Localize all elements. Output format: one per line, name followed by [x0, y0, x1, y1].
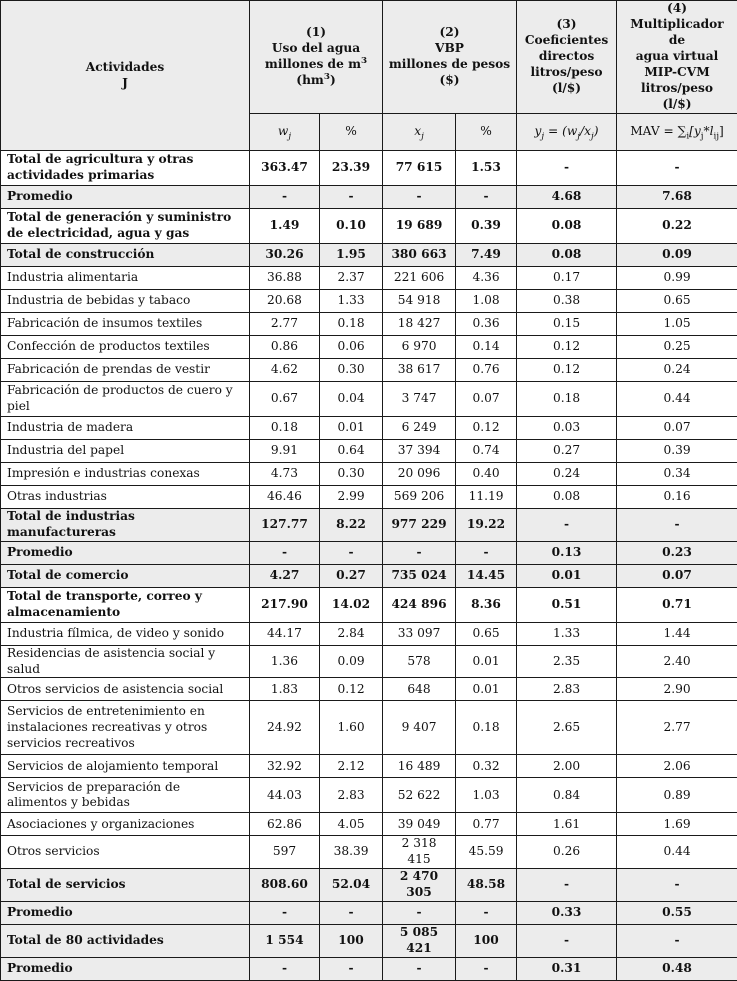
value-cell-c1: 4.27	[250, 564, 320, 587]
table-row	[1, 836, 737, 869]
activity-label: Otros servicios	[1, 836, 250, 869]
activity-label: Confección de productos textiles	[1, 336, 250, 359]
activity-label: Promedio	[1, 186, 250, 209]
value-cell-c4: -	[456, 957, 517, 980]
value-cell-c1: 217.90	[250, 587, 320, 622]
value-cell-c6: 2.90	[617, 678, 737, 701]
value-cell-c6: 0.24	[617, 359, 737, 382]
value-cell-c6: 1.05	[617, 313, 737, 336]
value-cell-c3: 380 663	[383, 244, 456, 267]
value-cell-c4: 0.40	[456, 463, 517, 486]
table-body	[1, 151, 737, 981]
value-cell-c5: 0.38	[517, 290, 617, 313]
value-cell-c2: 2.12	[320, 755, 383, 778]
value-cell-c6: 0.34	[617, 463, 737, 486]
header-virtual-water-multiplier: (4) Multiplicador de agua virtual MIP-CVM litros/peso (l/$)	[617, 1, 737, 114]
value-cell-c5: 0.01	[517, 564, 617, 587]
value-cell-c4: 0.39	[456, 209, 517, 244]
table-row	[1, 541, 737, 564]
value-cell-c3: 9 407	[383, 701, 456, 755]
value-cell-c6: 2.77	[617, 701, 737, 755]
table-row	[1, 564, 737, 587]
value-cell-c1: 2.77	[250, 313, 320, 336]
value-cell-c1: -	[250, 186, 320, 209]
value-cell-c5: 0.13	[517, 541, 617, 564]
value-cell-c3: 54 918	[383, 290, 456, 313]
value-cell-c6: 0.07	[617, 564, 737, 587]
subheader-pct-water: %	[320, 114, 383, 151]
value-cell-c4: 48.58	[456, 869, 517, 902]
value-cell-c6: 0.22	[617, 209, 737, 244]
value-cell-c6: 0.65	[617, 290, 737, 313]
activity-label: Residencias de asistencia social y salud	[1, 645, 250, 678]
table-row	[1, 290, 737, 313]
table-row	[1, 645, 737, 678]
activity-label: Industria alimentaria	[1, 267, 250, 290]
activity-label: Total de transporte, correo y almacenamiento	[1, 587, 250, 622]
value-cell-c6: -	[617, 869, 737, 902]
value-cell-c4: 0.14	[456, 336, 517, 359]
value-cell-c3: 19 689	[383, 209, 456, 244]
value-cell-c5: 0.15	[517, 313, 617, 336]
subheader-pct-vbp: %	[456, 114, 517, 151]
value-cell-c5: 2.35	[517, 645, 617, 678]
subheader-wj: $w_j$	[250, 114, 320, 151]
value-cell-c1: 1 554	[250, 924, 320, 957]
subheader-mav-formula: MAV = $\sum_i[y_j*l_{ij}]$	[617, 114, 737, 151]
value-cell-c2: 0.06	[320, 336, 383, 359]
activity-label: Otras industrias	[1, 486, 250, 509]
value-cell-c1: 4.62	[250, 359, 320, 382]
subheader-xj: $x_j$	[383, 114, 456, 151]
header-water-use: (1) Uso del agua millones de $m^3$ $(hm^3)$	[250, 1, 383, 114]
value-cell-c4: 4.36	[456, 267, 517, 290]
value-cell-c5: 0.27	[517, 440, 617, 463]
value-cell-c2: 0.27	[320, 564, 383, 587]
activity-label: Total de generación y suministro de electricidad, agua y gas	[1, 209, 250, 244]
table-row	[1, 622, 737, 645]
value-cell-c6: 1.69	[617, 813, 737, 836]
value-cell-c4: 0.36	[456, 313, 517, 336]
value-cell-c4: -	[456, 901, 517, 924]
value-cell-c1: 0.86	[250, 336, 320, 359]
value-cell-c6: 0.99	[617, 267, 737, 290]
value-cell-c5: -	[517, 924, 617, 957]
value-cell-c3: -	[383, 186, 456, 209]
value-cell-c4: 1.08	[456, 290, 517, 313]
value-cell-c4: 0.01	[456, 678, 517, 701]
value-cell-c5: 0.08	[517, 209, 617, 244]
value-cell-c5: 0.08	[517, 244, 617, 267]
activity-label: Total de construcción	[1, 244, 250, 267]
value-cell-c5: -	[517, 151, 617, 186]
value-cell-c2: 52.04	[320, 869, 383, 902]
value-cell-c2: 14.02	[320, 587, 383, 622]
activity-label: Total de 80 actividades	[1, 924, 250, 957]
activity-label: Fabricación de productos de cuero y piel	[1, 382, 250, 417]
value-cell-c6: 0.23	[617, 541, 737, 564]
value-cell-c5: 0.03	[517, 417, 617, 440]
value-cell-c2: 23.39	[320, 151, 383, 186]
value-cell-c2: 100	[320, 924, 383, 957]
value-cell-c6: 0.44	[617, 836, 737, 869]
value-cell-c3: 2 318 415	[383, 836, 456, 869]
value-cell-c1: -	[250, 541, 320, 564]
value-cell-c5: 0.17	[517, 267, 617, 290]
value-cell-c4: 14.45	[456, 564, 517, 587]
activity-label: Total de agricultura y otras actividades primarias	[1, 151, 250, 186]
table-row	[1, 186, 737, 209]
table-row	[1, 869, 737, 902]
value-cell-c5: 4.68	[517, 186, 617, 209]
value-cell-c1: 1.49	[250, 209, 320, 244]
activity-label: Industria de bebidas y tabaco	[1, 290, 250, 313]
table-row	[1, 924, 737, 957]
value-cell-c6: 2.40	[617, 645, 737, 678]
activity-label: Fabricación de insumos textiles	[1, 313, 250, 336]
value-cell-c2: 0.09	[320, 645, 383, 678]
value-cell-c6: 0.16	[617, 486, 737, 509]
table-row	[1, 336, 737, 359]
table-row	[1, 209, 737, 244]
value-cell-c6: 0.09	[617, 244, 737, 267]
value-cell-c3: 77 615	[383, 151, 456, 186]
table-row	[1, 244, 737, 267]
value-cell-c3: -	[383, 901, 456, 924]
value-cell-c5: 1.33	[517, 622, 617, 645]
value-cell-c1: 127.77	[250, 509, 320, 542]
value-cell-c5: -	[517, 509, 617, 542]
value-cell-c3: 977 229	[383, 509, 456, 542]
value-cell-c1: 24.92	[250, 701, 320, 755]
value-cell-c5: 0.84	[517, 778, 617, 813]
value-cell-c3: 5 085 421	[383, 924, 456, 957]
activity-label: Total de industrias manufactureras	[1, 509, 250, 542]
value-cell-c4: 0.12	[456, 417, 517, 440]
value-cell-c1: 0.18	[250, 417, 320, 440]
value-cell-c5: 1.61	[517, 813, 617, 836]
table-row	[1, 486, 737, 509]
value-cell-c2: 0.30	[320, 463, 383, 486]
value-cell-c4: 0.32	[456, 755, 517, 778]
value-cell-c2: 0.04	[320, 382, 383, 417]
value-cell-c3: 37 394	[383, 440, 456, 463]
value-cell-c1: 36.88	[250, 267, 320, 290]
value-cell-c1: 0.67	[250, 382, 320, 417]
value-cell-c6: -	[617, 151, 737, 186]
table-row	[1, 151, 737, 186]
value-cell-c4: 0.18	[456, 701, 517, 755]
value-cell-c4: -	[456, 541, 517, 564]
table-row	[1, 755, 737, 778]
value-cell-c3: 16 489	[383, 755, 456, 778]
value-cell-c2: -	[320, 901, 383, 924]
table-header	[1, 1, 737, 151]
value-cell-c2: 1.60	[320, 701, 383, 755]
value-cell-c2: 38.39	[320, 836, 383, 869]
value-cell-c1: 597	[250, 836, 320, 869]
value-cell-c6: -	[617, 924, 737, 957]
table-row	[1, 417, 737, 440]
value-cell-c3: 38 617	[383, 359, 456, 382]
value-cell-c3: 648	[383, 678, 456, 701]
value-cell-c3: 3 747	[383, 382, 456, 417]
value-cell-c2: 2.83	[320, 778, 383, 813]
table-row	[1, 901, 737, 924]
value-cell-c5: 0.31	[517, 957, 617, 980]
activity-label: Asociaciones y organizaciones	[1, 813, 250, 836]
value-cell-c5: 0.08	[517, 486, 617, 509]
value-cell-c6: 0.71	[617, 587, 737, 622]
value-cell-c6: 0.48	[617, 957, 737, 980]
value-cell-c1: 32.92	[250, 755, 320, 778]
value-cell-c2: 0.12	[320, 678, 383, 701]
value-cell-c6: 0.44	[617, 382, 737, 417]
value-cell-c2: 2.37	[320, 267, 383, 290]
table-row	[1, 359, 737, 382]
header-vbp: (2) VBP millones de pesos ($)	[383, 1, 517, 114]
value-cell-c4: 1.53	[456, 151, 517, 186]
value-cell-c4: 8.36	[456, 587, 517, 622]
value-cell-c3: 424 896	[383, 587, 456, 622]
value-cell-c3: 18 427	[383, 313, 456, 336]
value-cell-c2: 0.64	[320, 440, 383, 463]
activity-label: Total de comercio	[1, 564, 250, 587]
value-cell-c4: 19.22	[456, 509, 517, 542]
value-cell-c4: -	[456, 186, 517, 209]
value-cell-c6: 0.25	[617, 336, 737, 359]
table-row	[1, 382, 737, 417]
value-cell-c1: 4.73	[250, 463, 320, 486]
activity-label: Promedio	[1, 901, 250, 924]
value-cell-c1: -	[250, 901, 320, 924]
value-cell-c5: 0.12	[517, 359, 617, 382]
value-cell-c4: 0.76	[456, 359, 517, 382]
value-cell-c5: 0.26	[517, 836, 617, 869]
value-cell-c2: -	[320, 186, 383, 209]
value-cell-c3: 6 970	[383, 336, 456, 359]
value-cell-c3: 735 024	[383, 564, 456, 587]
activity-label: Industria de madera	[1, 417, 250, 440]
activity-label: Servicios de alojamiento temporal	[1, 755, 250, 778]
table-row	[1, 957, 737, 980]
value-cell-c1: 363.47	[250, 151, 320, 186]
table-row	[1, 587, 737, 622]
value-cell-c6: 1.44	[617, 622, 737, 645]
table-row	[1, 313, 737, 336]
value-cell-c2: 1.95	[320, 244, 383, 267]
value-cell-c2: 0.18	[320, 313, 383, 336]
header-direct-coefficients: (3) Coeficientes directos litros/peso (l/$)	[517, 1, 617, 114]
value-cell-c3: -	[383, 957, 456, 980]
value-cell-c3: 33 097	[383, 622, 456, 645]
value-cell-c1: -	[250, 957, 320, 980]
value-cell-c2: 2.99	[320, 486, 383, 509]
value-cell-c3: 39 049	[383, 813, 456, 836]
value-cell-c4: 100	[456, 924, 517, 957]
value-cell-c3: 52 622	[383, 778, 456, 813]
value-cell-c6: 0.89	[617, 778, 737, 813]
value-cell-c2: -	[320, 541, 383, 564]
value-cell-c4: 0.01	[456, 645, 517, 678]
value-cell-c4: 0.74	[456, 440, 517, 463]
value-cell-c2: 0.30	[320, 359, 383, 382]
value-cell-c5: 2.65	[517, 701, 617, 755]
activity-label: Industria del papel	[1, 440, 250, 463]
table-row	[1, 509, 737, 542]
value-cell-c6: 0.39	[617, 440, 737, 463]
value-cell-c1: 808.60	[250, 869, 320, 902]
table-row	[1, 678, 737, 701]
activity-label: Otros servicios de asistencia social	[1, 678, 250, 701]
table-row	[1, 463, 737, 486]
activity-label: Total de servicios	[1, 869, 250, 902]
value-cell-c1: 1.83	[250, 678, 320, 701]
activity-label: Servicios de entretenimiento en instalaciones recreativas y otros servicios recreativos	[1, 701, 250, 755]
value-cell-c3: 569 206	[383, 486, 456, 509]
value-cell-c4: 11.19	[456, 486, 517, 509]
activity-label: Industria fílmica, de video y sonido	[1, 622, 250, 645]
activity-label: Fabricación de prendas de vestir	[1, 359, 250, 382]
value-cell-c1: 20.68	[250, 290, 320, 313]
value-cell-c5: 0.18	[517, 382, 617, 417]
value-cell-c2: 1.33	[320, 290, 383, 313]
table-row	[1, 440, 737, 463]
value-cell-c1: 44.17	[250, 622, 320, 645]
header-activities: Actividades J	[1, 1, 250, 151]
value-cell-c6: 0.07	[617, 417, 737, 440]
value-cell-c5: 0.51	[517, 587, 617, 622]
value-cell-c3: 578	[383, 645, 456, 678]
value-cell-c1: 46.46	[250, 486, 320, 509]
value-cell-c5: 2.00	[517, 755, 617, 778]
value-cell-c6: 2.06	[617, 755, 737, 778]
value-cell-c4: 0.77	[456, 813, 517, 836]
value-cell-c4: 45.59	[456, 836, 517, 869]
value-cell-c2: 2.84	[320, 622, 383, 645]
activity-label: Promedio	[1, 957, 250, 980]
activity-label: Servicios de preparación de alimentos y bebidas	[1, 778, 250, 813]
value-cell-c6: -	[617, 509, 737, 542]
value-cell-c5: 0.33	[517, 901, 617, 924]
value-cell-c5: 0.12	[517, 336, 617, 359]
value-cell-c4: 0.07	[456, 382, 517, 417]
value-cell-c2: 4.05	[320, 813, 383, 836]
value-cell-c1: 30.26	[250, 244, 320, 267]
value-cell-c4: 7.49	[456, 244, 517, 267]
activity-label: Impresión e industrias conexas	[1, 463, 250, 486]
value-cell-c2: -	[320, 957, 383, 980]
table-row	[1, 778, 737, 813]
value-cell-c6: 0.55	[617, 901, 737, 924]
value-cell-c1: 62.86	[250, 813, 320, 836]
table-row	[1, 813, 737, 836]
value-cell-c1: 1.36	[250, 645, 320, 678]
value-cell-c5: 0.24	[517, 463, 617, 486]
activity-label: Promedio	[1, 541, 250, 564]
value-cell-c3: 6 249	[383, 417, 456, 440]
table-row	[1, 267, 737, 290]
value-cell-c5: -	[517, 869, 617, 902]
value-cell-c2: 0.01	[320, 417, 383, 440]
value-cell-c2: 8.22	[320, 509, 383, 542]
value-cell-c3: 221 606	[383, 267, 456, 290]
value-cell-c4: 1.03	[456, 778, 517, 813]
subheader-yj-formula: $y_j = (w_j/x_j)$	[517, 114, 617, 151]
table-row	[1, 701, 737, 755]
value-cell-c5: 2.83	[517, 678, 617, 701]
value-cell-c3: -	[383, 541, 456, 564]
value-cell-c3: 20 096	[383, 463, 456, 486]
value-cell-c1: 9.91	[250, 440, 320, 463]
value-cell-c2: 0.10	[320, 209, 383, 244]
value-cell-c4: 0.65	[456, 622, 517, 645]
value-cell-c6: 7.68	[617, 186, 737, 209]
value-cell-c3: 2 470 305	[383, 869, 456, 902]
value-cell-c1: 44.03	[250, 778, 320, 813]
